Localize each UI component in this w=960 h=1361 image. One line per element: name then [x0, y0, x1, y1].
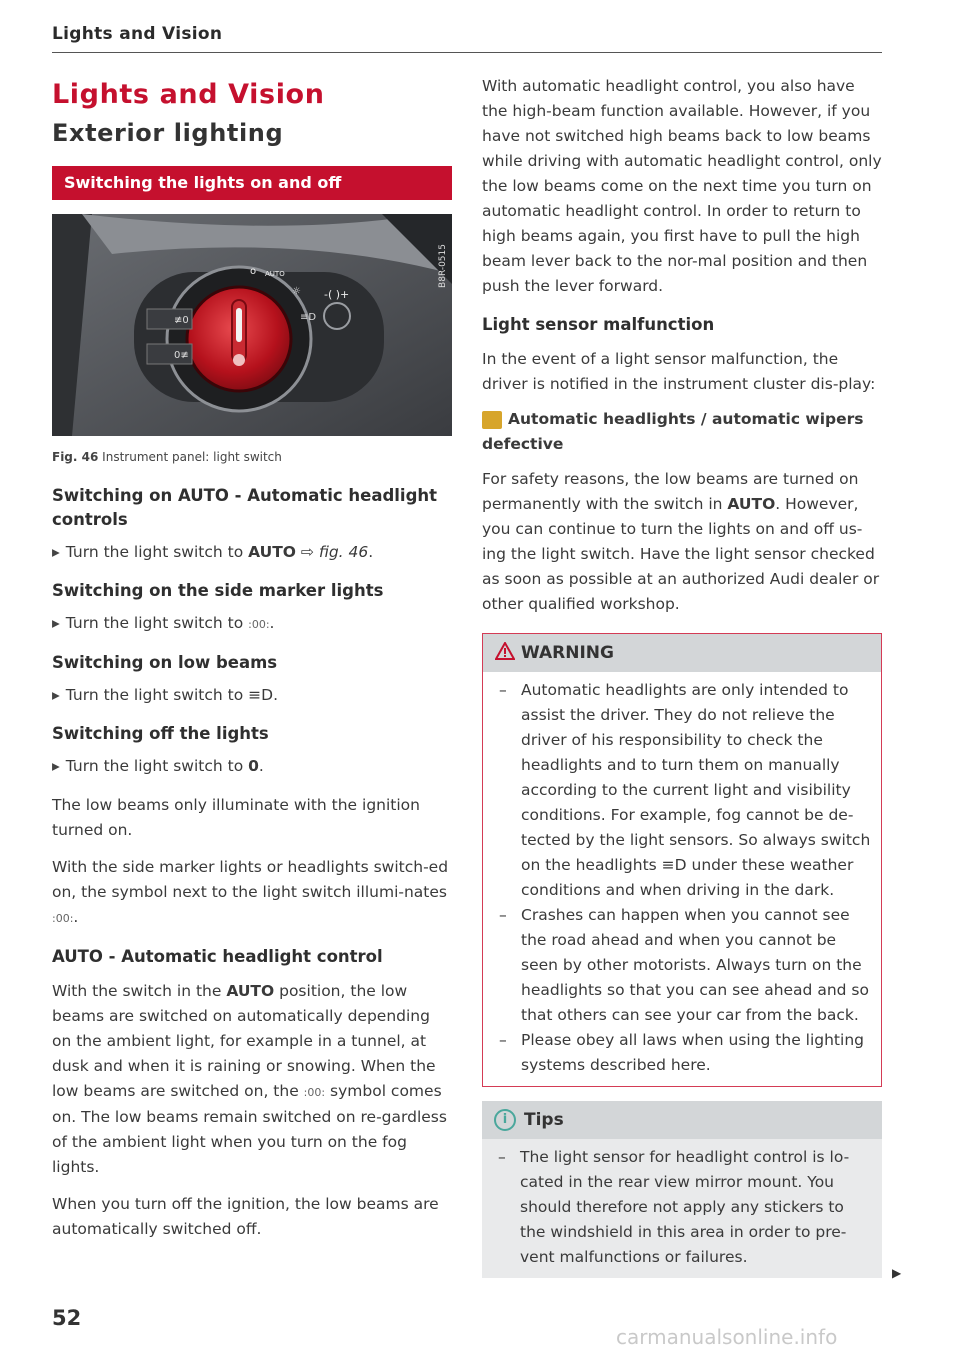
tips-box	[482, 1101, 882, 1278]
svg-text:AUTO: AUTO	[265, 270, 285, 278]
cluster-message	[482, 407, 882, 457]
side-marker-symbol-icon: :00:	[52, 912, 74, 925]
warning-item: – Crashes can happen when you cannot see the road ahead and when you cannot be seen by other motorists. Always turn on the headlights so that you can see ahead and so that others can see your car from the back.	[499, 906, 869, 1024]
paragraph-sensor: In the event of a light sensor malfunction, the driver is notified in the instrument cluster dis-play:	[482, 350, 876, 393]
figure-caption	[52, 450, 452, 464]
paragraph-auto-bold: AUTO	[226, 982, 275, 1000]
warning-header	[483, 634, 881, 672]
tips-body	[482, 1139, 882, 1278]
paragraph-safety-text-2: . However, you can continue to turn the lights on and off us-ing the light switch. Have the light sensor checked as soon as possible at an authorized Audi dealer or other qualified workshop.	[482, 495, 880, 613]
step-low-beams-text: Turn the light switch to	[65, 686, 249, 704]
step-auto-text: Turn the light switch to	[65, 543, 249, 561]
svg-text:☼: ☼	[292, 286, 301, 297]
warning-body	[483, 672, 881, 1086]
warning-item-text: Please obey all laws when using the lighting systems described here.	[521, 1031, 864, 1074]
info-icon: i	[494, 1109, 516, 1131]
step-side-marker: ▸ Turn the light switch to :00:.	[52, 611, 452, 637]
cluster-message-text: Automatic headlights / automatic wipers defective	[482, 410, 864, 453]
warning-item-text-1: Automatic headlights are only intended to assist the driver. They do not relieve the driver of his responsibility to check the headlights and to turn them on manually according to the current light and visibility conditions. For example, fog cannot be de-tected by the light sensors. So always switch on the headlights	[521, 681, 871, 874]
paragraph-ignition: The low beams only illuminate with the ignition turned on.	[52, 796, 420, 839]
figure-code: B8R-0515	[438, 244, 448, 288]
step-lights-off: ▸ Turn the light switch to 0.	[52, 754, 452, 779]
heading-side-marker: Switching on the side marker lights	[52, 581, 384, 600]
tips-header	[482, 1101, 882, 1139]
svg-text:-( )+: -( )+	[324, 288, 350, 301]
heading-low-beams: Switching on low beams	[52, 653, 278, 672]
topic-banner: Switching the lights on and off	[52, 166, 452, 200]
paragraph-auto-text-3: symbol comes on. The low beams remain switched on re-gardless of the ambient light when you turn on the fog lights.	[52, 1082, 447, 1176]
paragraph-safety	[482, 467, 882, 617]
left-column	[52, 68, 452, 1242]
heading-auto-switch: Switching on AUTO - Automatic headlight controls	[52, 486, 438, 529]
heading-auto-control: AUTO - Automatic headlight control	[52, 947, 383, 966]
step-low-beams: ▸ Turn the light switch to ≡D.	[52, 683, 452, 708]
warning-title: WARNING	[521, 643, 614, 663]
chapter-title: Lights and Vision	[52, 79, 325, 110]
warning-box	[482, 633, 882, 1087]
header-rule	[52, 52, 882, 53]
figure-label: Fig. 46	[52, 450, 99, 464]
paragraph-auto-text-1: With the switch in the	[52, 982, 227, 1000]
heading-lights-off: Switching off the lights	[52, 724, 269, 743]
page-number: 52	[52, 1306, 82, 1330]
paragraph-ignition-off: When you turn off the ignition, the low beams are automatically switched off.	[52, 1195, 439, 1238]
heading-sensor-malfunction: Light sensor malfunction	[482, 315, 715, 334]
tips-item: – The light sensor for headlight control is lo-cated in the rear view mirror mount. You should therefore not apply any stickers to the windshield in this area in order to pre-vent malfunctions or failures.	[498, 1148, 850, 1266]
section-title: Exterior lighting	[52, 119, 284, 147]
watermark: carmanualsonline.info	[616, 1325, 838, 1349]
continue-arrow-icon: ▶	[892, 1266, 902, 1280]
warning-item: – Automatic headlights are only intended to assist the driver. They do not relieve the driver of his responsibility to check the headlights and to turn them on manually according to the current light and visibility conditions. For example, fog cannot be de-tected by the light sensors. So always switch on the headlights ≡D under these weather conditions and when driving in the dark.	[499, 681, 871, 899]
step-side-marker-text: Turn the light switch to	[65, 614, 249, 632]
paragraph-symbol: With the side marker lights or headlights switch-ed on, the symbol next to the light switch illumi-nates :00:.	[52, 858, 449, 926]
low-beam-symbol-icon: ≡D	[661, 856, 687, 874]
paragraph-safety-text-1: For safety reasons, the low beams are turned on permanently with the switch in	[482, 470, 859, 513]
svg-text:0≢: 0≢	[174, 350, 189, 361]
warning-item: – Please obey all laws when using the lighting systems described here.	[499, 1031, 864, 1074]
warning-item-text: Crashes can happen when you cannot see the road ahead and when you cannot be seen by other motorists. Always turn on the headlights so that you can see ahead and so that others can see your car from the back.	[521, 906, 869, 1024]
step-auto-bold: AUTO	[248, 543, 296, 561]
paragraph-auto	[52, 979, 452, 1180]
right-column	[482, 74, 882, 1278]
svg-text:≡D: ≡D	[300, 312, 317, 323]
warning-lamp-icon	[482, 411, 502, 429]
paragraph-symbol-text: With the side marker lights or headlights switch-ed on, the symbol next to the light switch illumi-nates	[52, 858, 449, 901]
light-switch-illustration	[52, 214, 452, 436]
step-auto: ▸ Turn the light switch to AUTO ⇨ fig. 46.	[52, 540, 452, 565]
svg-text:≢0: ≢0	[174, 315, 189, 326]
tips-title: Tips	[524, 1110, 564, 1130]
reference-arrow: ⇨	[295, 543, 319, 561]
warning-item-text-2: under these weather conditions and when driving in the dark.	[521, 856, 854, 899]
off-position-label: 0	[248, 757, 259, 775]
paragraph-safety-bold: AUTO	[727, 495, 776, 513]
svg-text:o: o	[250, 266, 257, 277]
figure-reference: fig. 46	[318, 543, 369, 561]
step-lights-off-text: Turn the light switch to	[65, 757, 249, 775]
side-marker-symbol-icon: :00:	[248, 618, 270, 631]
light-switch-figure	[52, 214, 452, 436]
side-marker-symbol-icon: :00:	[303, 1086, 326, 1099]
low-beam-symbol-icon: ≡D	[248, 686, 274, 704]
paragraph-high-beam: With automatic headlight control, you also have the high-beam function available. However, if you have not switched high beams back to low beams while driving with automatic headlight control, only the low beams come on the next time you turn on automatic headlight control. In order to return to high beams again, you first have to pull the high beam lever back to the nor-mal position and then push the lever forward.	[482, 77, 882, 295]
figure-caption-text: Instrument panel: light switch	[102, 450, 282, 464]
paragraph-auto-text-2: position, the low beams are switched on automatically depending on the ambient light, for example in a tunnel, at dusk and when it is raining or snowing. When the low beams are switched on, the	[52, 982, 436, 1100]
warning-triangle-icon	[495, 642, 515, 660]
running-header: Lights and Vision	[52, 24, 223, 44]
tips-item-text: The light sensor for headlight control is lo-cated in the rear view mirror mount. You should therefore not apply any stickers to the windshield in this area in order to pre-vent malfunctions or failures.	[520, 1148, 850, 1266]
